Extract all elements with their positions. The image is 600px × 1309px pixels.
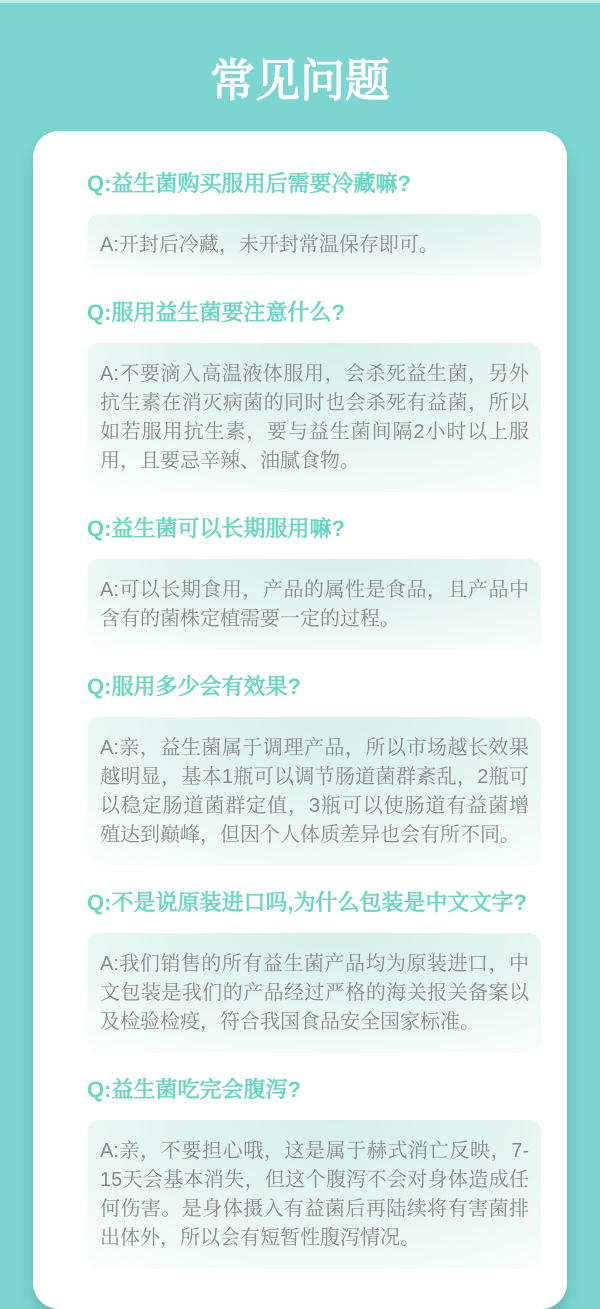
faq-card <box>33 131 567 1309</box>
faq-answer: A:我们销售的所有益生菌产品均为原装进口，中文包装是我们的产品经过严格的海关报关备案以及检验检疫，符合我国食品安全国家标准。 <box>87 933 541 1053</box>
top-highlight-strip <box>0 0 600 3</box>
faq-question: Q:不是说原装进口吗,为什么包装是中文文字? <box>87 889 527 915</box>
faq-question: Q:服用多少会有效果? <box>87 673 301 699</box>
faq-item <box>87 296 541 492</box>
faq-answer: A:可以长期食用，产品的属性是食品，且产品中含有的菌株定植需要一定的过程。 <box>87 559 541 650</box>
faq-question: Q:益生菌吃完会腹泻? <box>87 1076 301 1102</box>
faq-answer: A:亲，益生菌属于调理产品，所以市场越长效果越明显，基本1瓶可以调节肠道菌群紊乱，2瓶可以稳定肠道菌群定值，3瓶可以使肠道有益菌增殖达到巅峰，但因个人体质差异也会有所不同。 <box>87 717 541 866</box>
faq-answer: A:不要滴入高温液体服用，会杀死益生菌，另外抗生素在消灭病菌的同时也会杀死有益菌，所以如若服用抗生素，要与益生菌间隔2小时以上服用，且要忌辛辣、油腻食物。 <box>87 343 541 492</box>
faq-question: Q:益生菌购买服用后需要冷藏嘛? <box>87 170 411 196</box>
faq-item <box>87 512 541 650</box>
faq-item <box>87 670 541 866</box>
faq-question: Q:益生菌可以长期服用嘛? <box>87 515 345 541</box>
faq-answer: A:开封后冷藏，未开封常温保存即可。 <box>87 214 541 276</box>
page-title: 常见问题 <box>209 55 390 106</box>
faq-answer: A:亲，不要担心哦，这是属于赫式消亡反映，7-15天会基本消失，但这个腹泻不会对身体造成任何伤害。是身体摄入有益菌后再陆续将有害菌排出体外，所以会有短暂性腹泻情况。 <box>87 1120 541 1269</box>
faq-item <box>87 1073 541 1269</box>
faq-item <box>87 886 541 1053</box>
faq-item <box>87 167 541 276</box>
faq-question: Q:服用益生菌要注意什么? <box>87 299 345 325</box>
